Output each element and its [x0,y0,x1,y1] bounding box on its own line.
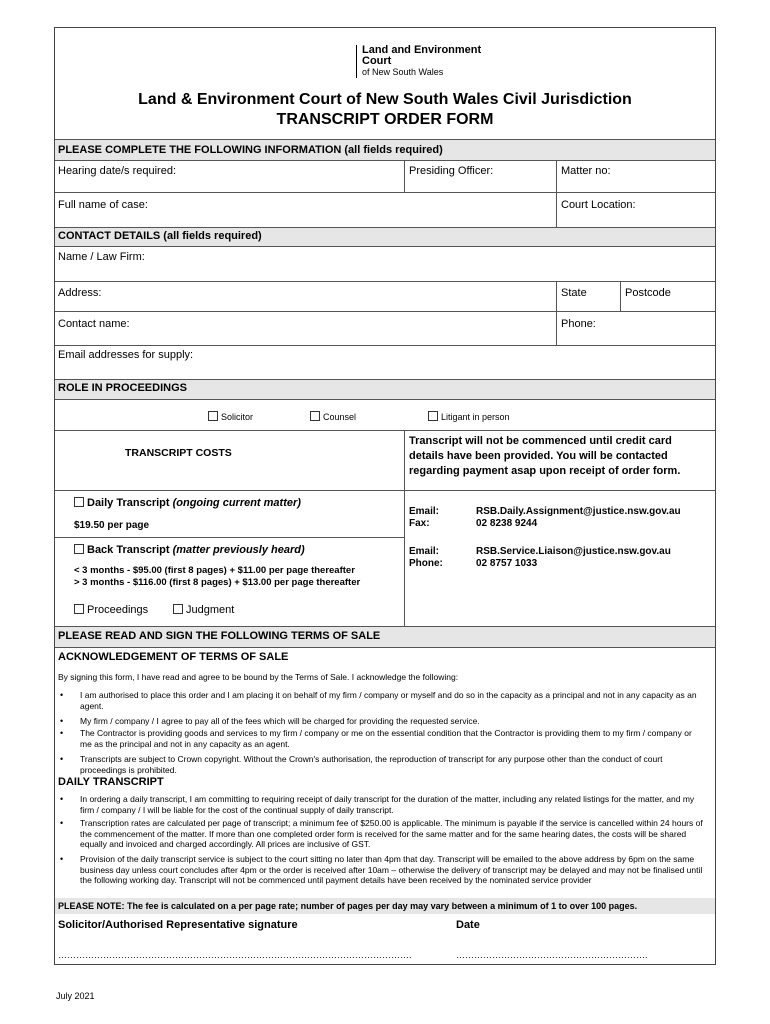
rule [404,430,405,626]
rule [55,345,715,346]
logo-line-1: Land and Environment [362,44,482,56]
daily-heading: DAILY TRANSCRIPT [58,776,164,788]
bullet: • [60,754,64,764]
role-counsel[interactable] [310,411,356,422]
back-transcript-label: Back Transcript [87,544,170,556]
fee-note: PLEASE NOTE: The fee is calculated on a per page rate; number of pages per day may vary between a minimum of 1 to over 100 pages. [58,901,638,911]
daily-transcript-label: Daily Transcript [87,497,170,509]
rule [55,281,715,282]
bullet: • [60,794,64,804]
ack-item-3: The Contractor is providing goods and services to my firm / company or me on the essential condition that the Contractor is providing them to my firm / company or me as the principal and not in any capacity as an agent. [80,728,692,749]
judgment-option[interactable] [173,604,234,616]
section-terms: PLEASE READ AND SIGN THE FOLLOWING TERMS OF SALE [58,630,381,642]
form-title: Land & Environment Court of New South Wales Civil Jurisdiction [138,91,632,108]
rule [55,311,715,312]
role-litigant[interactable] [428,411,510,422]
daily-item-2: Transcription rates are calculated per page of transcript; a minimum fee of $250.00 is applicable. The minimum is payable if the service is cancelled within 24 hours of the commencement of the matter. If more than one completed order form is received for the same matter and for the same hearing dates, the costs will be shared equally and invoiced and charged accordingly. All prices are inclusive of GST. [80,818,703,849]
section-role: ROLE IN PROCEEDINGS [58,382,187,394]
signature-line[interactable]: ………………………………………………………………………………………………………. [58,950,412,960]
court-location-field[interactable]: Court Location: [561,199,636,211]
rule [55,647,715,648]
section-contact: CONTACT DETAILS (all fields required) [58,230,262,242]
back-email-label: Email: [409,546,440,557]
daily-email-label: Email: [409,506,440,517]
transcript-costs-header: TRANSCRIPT COSTS [125,447,232,459]
ack-intro: By signing this form, I have read and agree to be bound by the Terms of Sale. I acknowledge the following: [58,672,459,682]
bullet: • [60,690,64,700]
address-field[interactable]: Address: [58,287,102,299]
daily-fax-label: Fax: [409,518,430,529]
checkbox-icon [428,411,438,421]
back-phone-label: Phone: [409,558,443,569]
rule [556,160,557,227]
signature-label: Solicitor/Authorised Representative signature [58,919,298,931]
daily-item-1: In ordering a daily transcript, I am committing to requiring receipt of daily transcript for the duration of the matter, including any related listings for the matter, and my firm / company / I will be liable for the cost of the continual supply of daily transcript. [80,794,695,815]
logo-line-3: of New South Wales [362,67,444,77]
payment-notice: Transcript will not be commenced until credit card details have been provided. You will be contacted regarding payment asap upon receipt of order form. [409,435,681,477]
ack-item-1: I am authorised to place this order and I am placing it on behalf of my firm / company or myself and do so in the capacity as a principal and not in any capacity as an agent. [80,690,697,711]
case-name-field[interactable]: Full name of case: [58,199,148,211]
phone-field[interactable]: Phone: [561,318,596,330]
daily-price: $19.50 per page [74,520,150,531]
back-price-over-3: > 3 months - $116.00 (first 8 pages) + $13.00 per page thereafter [74,577,361,588]
daily-email[interactable]: RSB.Daily.Assignment@justice.nsw.gov.au [476,506,681,517]
daily-item-3: Provision of the daily transcript service is subject to the court sitting no later than 4pm that day. Transcript will be emailed to the above address by 6pm on the same business day unless court concludes after 4pm or the order is received after 10am – otherwise the delivery of transcript may be delayed and may not be finalised until the following working day. Transcript will not be commenced until payment details have been received by the nominated service provider [80,854,703,885]
role-litigant-label: Litigant in person [441,412,510,422]
checkbox-icon [310,411,320,421]
checkbox-icon [173,604,183,614]
checkbox-icon [74,604,84,614]
checkbox-icon [74,544,84,554]
checkbox-icon [74,497,84,507]
logo-line-2: Court [362,55,392,67]
bullet: • [60,818,64,828]
rule [55,430,715,431]
matter-no-field[interactable]: Matter no: [561,165,611,177]
rule [55,246,715,247]
state-field[interactable]: State [561,287,587,299]
role-solicitor-label: Solicitor [221,412,254,422]
role-counsel-label: Counsel [323,412,357,422]
date-line[interactable]: ………………………………………………………. [456,950,648,960]
back-transcript-note: (matter previously heard) [172,544,305,556]
section-complete-info: PLEASE COMPLETE THE FOLLOWING INFORMATION (all fields required) [58,144,443,156]
rule [620,281,621,311]
contact-name-field[interactable]: Contact name: [58,318,130,330]
ack-item-4: Transcripts are subject to Crown copyright. Without the Crown's authorisation, the reproduction of transcript for any purpose other than the conduct of court proceedings is prohibited. [80,754,663,775]
rule [55,537,405,538]
back-price-under-3: < 3 months - $95.00 (first 8 pages) + $11.00 per page thereafter [74,565,355,576]
judgment-label: Judgment [186,604,235,616]
rule [55,490,715,491]
footer-date: July 2021 [56,991,95,1001]
daily-transcript-option[interactable] [74,497,301,509]
bullet: • [60,854,64,864]
form-subtitle: TRANSCRIPT ORDER FORM [276,111,494,128]
rule [55,139,715,140]
daily-transcript-note: (ongoing current matter) [172,497,301,509]
back-email[interactable]: RSB.Service.Liaison@justice.nsw.gov.au [476,546,671,557]
daily-fax: 02 8238 9244 [476,518,538,529]
bullet: • [60,716,64,726]
back-transcript-option[interactable] [74,544,305,556]
role-solicitor[interactable] [208,411,253,422]
court-logo [356,45,481,78]
ack-heading: ACKNOWLEDGEMENT OF TERMS OF SALE [58,651,289,663]
postcode-field[interactable]: Postcode [625,287,671,299]
hearing-dates-field[interactable]: Hearing date/s required: [58,165,177,177]
rule [55,160,715,161]
back-phone: 02 8757 1033 [476,558,538,569]
proceedings-label: Proceedings [87,604,149,616]
date-label: Date [456,919,480,931]
ack-item-2: My firm / company / I agree to pay all of the fees which will be charged for providing the requested service. [80,716,480,726]
checkbox-icon [208,411,218,421]
rule [55,399,715,400]
emails-field[interactable]: Email addresses for supply: [58,349,194,361]
name-firm-field[interactable]: Name / Law Firm: [58,251,145,263]
presiding-officer-field[interactable]: Presiding Officer: [409,165,494,177]
rule [55,192,715,193]
bullet: • [60,728,64,738]
proceedings-option[interactable] [74,604,148,616]
rule [556,281,557,345]
rule [404,160,405,192]
